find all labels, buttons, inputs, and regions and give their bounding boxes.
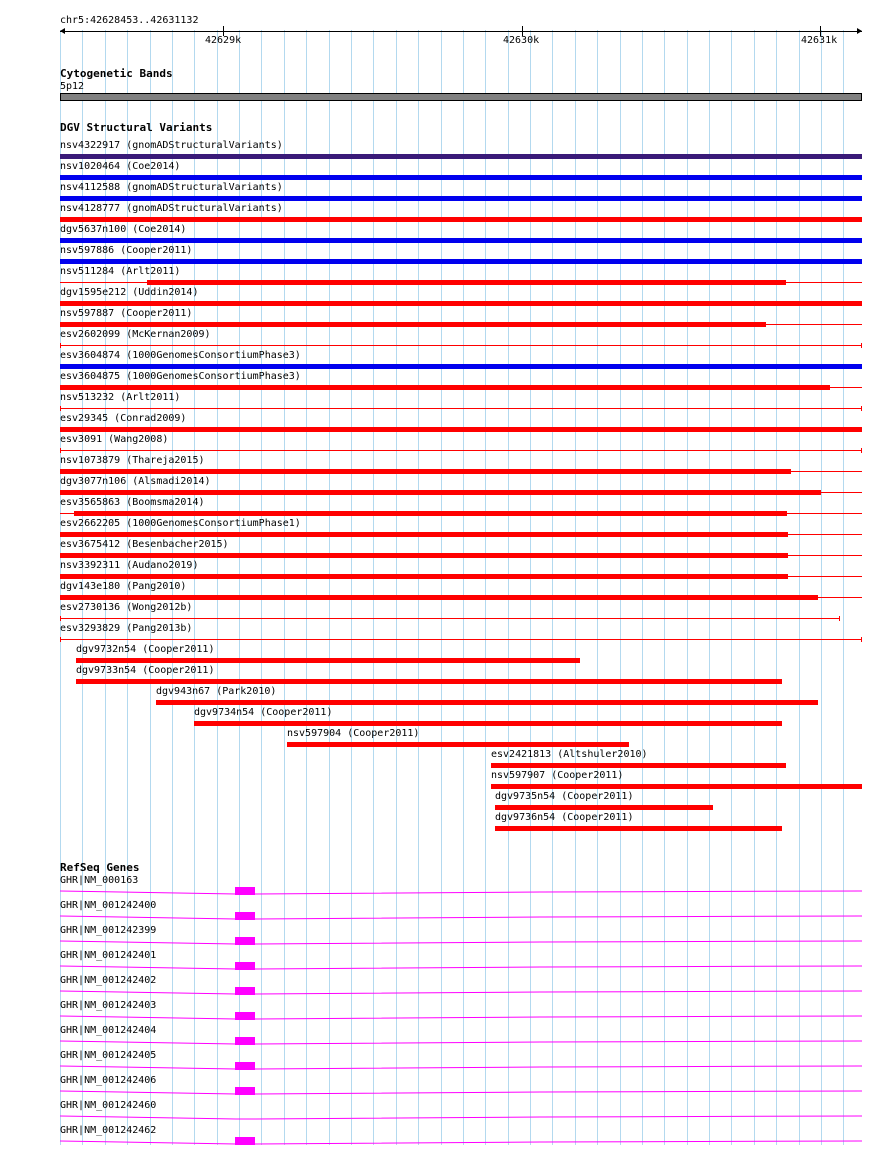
variant-bar[interactable] bbox=[491, 784, 862, 789]
cytoband-bar[interactable] bbox=[60, 93, 862, 101]
variant-label[interactable]: nsv4322917 (gnomADStructuralVariants) bbox=[60, 140, 283, 151]
variant-bar[interactable] bbox=[60, 259, 862, 264]
variant-label[interactable]: dgv9735n54 (Cooper2011) bbox=[495, 791, 634, 802]
variant-line bbox=[60, 639, 862, 640]
gene-label[interactable]: GHR|NM_001242460 bbox=[60, 1100, 157, 1111]
variant-label[interactable]: esv3604874 (1000GenomesConsortiumPhase3) bbox=[60, 350, 301, 361]
variant-label[interactable]: esv3091 (Wang2008) bbox=[60, 434, 169, 445]
variant-bar[interactable] bbox=[495, 805, 713, 810]
variant-label[interactable]: dgv943n67 (Park2010) bbox=[156, 686, 277, 697]
variant-label[interactable]: esv2730136 (Wong2012b) bbox=[60, 602, 193, 613]
variant-bar[interactable] bbox=[60, 385, 830, 390]
gene-intron-line bbox=[60, 1060, 862, 1072]
variant-bar[interactable] bbox=[60, 427, 862, 432]
variant-label[interactable]: esv3565863 (Boomsma2014) bbox=[60, 497, 205, 508]
variant-line bbox=[60, 408, 862, 409]
variant-label[interactable]: dgv143e180 (Pang2010) bbox=[60, 581, 187, 592]
variant-label[interactable]: esv29345 (Conrad2009) bbox=[60, 413, 187, 424]
variant-bar[interactable] bbox=[495, 826, 782, 831]
ruler-right-arrow bbox=[857, 28, 862, 34]
variant-label[interactable]: esv2662205 (1000GenomesConsortiumPhase1) bbox=[60, 518, 301, 529]
gene-label[interactable]: GHR|NM_001242399 bbox=[60, 925, 157, 936]
ruler-left-arrow bbox=[60, 28, 65, 34]
gene-exon[interactable] bbox=[235, 1087, 255, 1095]
variant-bar[interactable] bbox=[74, 511, 787, 516]
variant-bar[interactable] bbox=[491, 763, 786, 768]
gene-label[interactable]: GHR|NM_001242405 bbox=[60, 1050, 157, 1061]
variant-end-tick bbox=[861, 406, 862, 411]
variant-line bbox=[60, 618, 840, 619]
variant-label[interactable]: dgv9736n54 (Cooper2011) bbox=[495, 812, 634, 823]
variant-end-tick bbox=[60, 637, 61, 642]
gene-exon[interactable] bbox=[235, 1062, 255, 1070]
gene-intron-line bbox=[60, 960, 862, 972]
gene-exon[interactable] bbox=[235, 1012, 255, 1020]
variant-bar[interactable] bbox=[60, 322, 766, 327]
variant-label[interactable]: nsv597907 (Cooper2011) bbox=[491, 770, 624, 781]
variant-bar[interactable] bbox=[60, 490, 821, 495]
gene-intron-line bbox=[60, 1135, 862, 1147]
variant-label[interactable]: dgv3077n106 (Alsmadi2014) bbox=[60, 476, 211, 487]
gene-exon[interactable] bbox=[235, 912, 255, 920]
variant-label[interactable]: esv2421813 (Altshuler2010) bbox=[491, 749, 648, 760]
dgv-track-title: DGV Structural Variants bbox=[60, 121, 213, 134]
variant-bar[interactable] bbox=[287, 742, 629, 747]
variant-end-tick bbox=[861, 343, 862, 348]
gene-intron-line bbox=[60, 985, 862, 997]
gene-intron-line bbox=[60, 935, 862, 947]
refseq-track-title: RefSeq Genes bbox=[60, 861, 140, 874]
variant-label[interactable]: nsv1073879 (Thareja2015) bbox=[60, 455, 205, 466]
variant-label[interactable]: nsv597887 (Cooper2011) bbox=[60, 308, 193, 319]
variant-bar[interactable] bbox=[194, 721, 782, 726]
variant-label[interactable]: dgv9732n54 (Cooper2011) bbox=[76, 644, 215, 655]
variant-end-tick bbox=[60, 448, 61, 453]
gene-intron-line bbox=[60, 1035, 862, 1047]
variant-bar[interactable] bbox=[76, 658, 580, 663]
variant-line bbox=[60, 345, 862, 346]
gene-label[interactable]: GHR|NM_001242403 bbox=[60, 1000, 157, 1011]
gene-label[interactable]: GHR|NM_000163 bbox=[60, 875, 139, 886]
variant-label[interactable]: nsv3392311 (Audano2019) bbox=[60, 560, 199, 571]
gene-exon[interactable] bbox=[235, 987, 255, 995]
variant-label[interactable]: nsv4112588 (gnomADStructuralVariants) bbox=[60, 182, 283, 193]
ruler-tick-label: 42630k bbox=[503, 35, 540, 46]
variant-label[interactable]: esv3675412 (Besenbacher2015) bbox=[60, 539, 229, 550]
variant-bar[interactable] bbox=[60, 196, 862, 201]
gene-exon[interactable] bbox=[235, 1137, 255, 1145]
variant-bar[interactable] bbox=[60, 469, 791, 474]
variant-bar[interactable] bbox=[60, 553, 788, 558]
variant-bar[interactable] bbox=[60, 301, 862, 306]
gene-intron-line bbox=[60, 885, 862, 897]
cytoband-label: 5p12 bbox=[60, 81, 85, 92]
gene-exon[interactable] bbox=[235, 937, 255, 945]
variant-bar[interactable] bbox=[60, 217, 862, 222]
variant-label[interactable]: nsv513232 (Arlt2011) bbox=[60, 392, 181, 403]
gene-exon[interactable] bbox=[235, 887, 255, 895]
variant-end-tick bbox=[861, 448, 862, 453]
variant-end-tick bbox=[60, 343, 61, 348]
gene-intron-line bbox=[60, 910, 862, 922]
variant-line bbox=[60, 450, 862, 451]
variant-label[interactable]: esv3293829 (Pang2013b) bbox=[60, 623, 193, 634]
gene-intron-line bbox=[60, 1010, 862, 1022]
gene-label[interactable]: GHR|NM_001242404 bbox=[60, 1025, 157, 1036]
variant-bar[interactable] bbox=[60, 364, 862, 369]
gene-label[interactable]: GHR|NM_001242462 bbox=[60, 1125, 157, 1136]
variant-bar[interactable] bbox=[60, 532, 788, 537]
variant-label[interactable]: nsv4128777 (gnomADStructuralVariants) bbox=[60, 203, 283, 214]
variant-label[interactable]: dgv1595e212 (Uddin2014) bbox=[60, 287, 199, 298]
ruler-tick-label: 42629k bbox=[205, 35, 242, 46]
gene-label[interactable]: GHR|NM_001242401 bbox=[60, 950, 157, 961]
variant-bar[interactable] bbox=[60, 595, 818, 600]
variant-bar[interactable] bbox=[60, 238, 862, 243]
ruler-tick-label: 42631k bbox=[801, 35, 838, 46]
variant-label[interactable]: nsv597904 (Cooper2011) bbox=[287, 728, 420, 739]
variant-bar[interactable] bbox=[156, 700, 818, 705]
variant-end-tick bbox=[60, 616, 61, 621]
variant-end-tick bbox=[861, 637, 862, 642]
variant-label[interactable]: esv3604875 (1000GenomesConsortiumPhase3) bbox=[60, 371, 301, 382]
cytoband-track-title: Cytogenetic Bands bbox=[60, 67, 173, 80]
gene-label[interactable]: GHR|NM_001242400 bbox=[60, 900, 157, 911]
variant-bar[interactable] bbox=[60, 175, 862, 180]
gene-intron-line bbox=[60, 1085, 862, 1097]
variant-end-tick bbox=[60, 406, 61, 411]
variant-label[interactable]: dgv9734n54 (Cooper2011) bbox=[194, 707, 333, 718]
variant-bar[interactable] bbox=[147, 280, 786, 285]
gene-exon[interactable] bbox=[235, 962, 255, 970]
gene-label[interactable]: GHR|NM_001242402 bbox=[60, 975, 157, 986]
variant-bar[interactable] bbox=[76, 679, 782, 684]
gene-intron-line bbox=[60, 1110, 862, 1122]
ruler-line bbox=[60, 31, 862, 32]
variant-bar[interactable] bbox=[60, 154, 862, 159]
variant-label[interactable]: esv2602099 (McKernan2009) bbox=[60, 329, 211, 340]
variant-label[interactable]: nsv597886 (Cooper2011) bbox=[60, 245, 193, 256]
variant-end-tick bbox=[839, 616, 840, 621]
location-label: chr5:42628453..42631132 bbox=[60, 15, 199, 26]
variant-label[interactable]: nsv1020464 (Coe2014) bbox=[60, 161, 181, 172]
variant-label[interactable]: dgv5637n100 (Coe2014) bbox=[60, 224, 187, 235]
gene-label[interactable]: GHR|NM_001242406 bbox=[60, 1075, 157, 1086]
gene-exon[interactable] bbox=[235, 1037, 255, 1045]
variant-bar[interactable] bbox=[60, 574, 788, 579]
variant-label[interactable]: nsv511284 (Arlt2011) bbox=[60, 266, 181, 277]
variant-label[interactable]: dgv9733n54 (Cooper2011) bbox=[76, 665, 215, 676]
